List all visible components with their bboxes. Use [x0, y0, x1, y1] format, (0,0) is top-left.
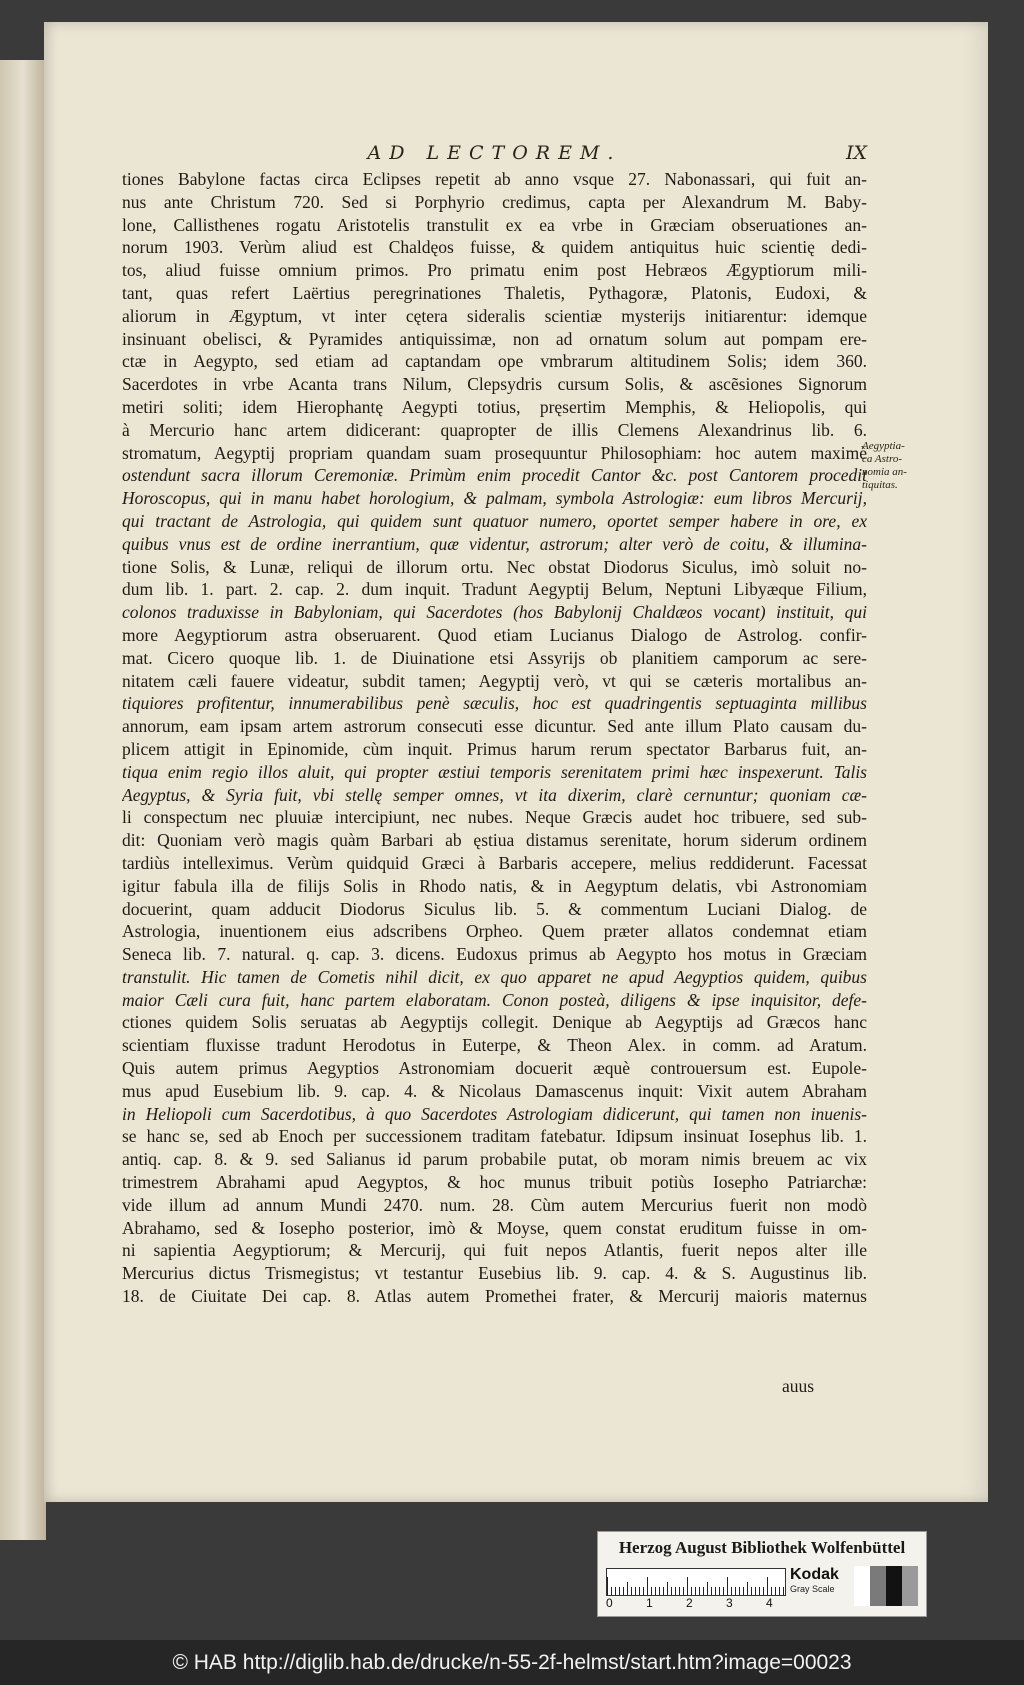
- text-line: metiri soliti; idem Hierophantę Aegypti totius, pręsertim Memphis, & Heliopolis, qui: [122, 396, 867, 417]
- book-page: [44, 22, 988, 1502]
- text-line: ni sapientia Aegyptiorum; & Mercurij, qui fuit nepos Atlantis, fuerit nepos alter ille: [122, 1240, 867, 1261]
- text-line: tant, quas refert Laërtius peregrinationes Thaletis, Pythagoræ, Platonis, Eudoxi, &: [122, 282, 867, 303]
- catchword: auus: [782, 1376, 815, 1396]
- gray-block: [870, 1566, 886, 1606]
- text-line: Quis autem primus Aegyptios Astronomiam docuerit æquè controuersum est. Eupole-: [122, 1058, 867, 1079]
- text-line: scientiam fluxisse tradunt Herodotus in Euterpe, & Theon Alex. in comm. ad Aratum.: [122, 1035, 867, 1056]
- text-line: colonos traduxisse in Babyloniam, qui Sacerdotes (hos Babylonij Chaldæos vocant) instituit, qui: [122, 602, 867, 623]
- ruler-tick: [611, 1587, 612, 1595]
- text-line: nitatem cæli fauere videatur, subdit tamen; Aegyptij verò, vt qui se cæteris mortalibus an-: [122, 670, 867, 691]
- text-line: mat. Cicero quoque lib. 1. de Diuinatione etsi Assyrijs ob planitiem camporum ac sere-: [122, 647, 867, 668]
- text-line: tos, aliud fuisse omnium primos. Pro primatu enim post Hebræos Ægyptiorum mili-: [122, 260, 867, 281]
- ruler-tick: [719, 1587, 720, 1595]
- ruler-tick: [783, 1587, 784, 1595]
- credit-bar: [0, 1640, 1024, 1685]
- gray-scale-blocks: [854, 1566, 918, 1606]
- text-line: quibus vnus est de ordine inerrantium, quæ videntur, astrorum; alter verò de coitu, & illumina-: [122, 533, 867, 554]
- gray-block: [886, 1566, 902, 1606]
- text-line: à Mercurio hanc artem didicerant: quapropter de illis Clemens Alexandrinus lib. 6.: [122, 419, 867, 440]
- ruler-tick: [647, 1577, 648, 1595]
- ruler-tick: [723, 1587, 724, 1595]
- text-line: tione Solis, & Lunæ, reliqui de illorum ortu. Nec obstat Diodorus Siculus, imò soluit no-: [122, 556, 867, 577]
- ruler-tick: [751, 1587, 752, 1595]
- ruler-tick: [727, 1577, 728, 1595]
- ruler-tick: [695, 1587, 696, 1595]
- text-line: insinuant obelisci, & Pyramides antiquissimæ, non ad ornatum solum aut pompam ere-: [122, 328, 867, 349]
- ruler-tick: [715, 1587, 716, 1595]
- ruler-tick: [615, 1587, 616, 1595]
- ruler-tick: [707, 1582, 708, 1595]
- text-line: se hanc se, sed ab Enoch per successionem traditam fatebatur. Idipsum insinuat Iosephus lib. 1.: [122, 1126, 867, 1147]
- ruler-tick: [679, 1587, 680, 1595]
- ruler: [606, 1568, 786, 1596]
- ruler-number: 2: [686, 1596, 693, 1610]
- kodak-label: Kodak: [790, 1566, 839, 1583]
- ruler-tick: [699, 1587, 700, 1595]
- text-line: ctiones quidem Solis seruatas ab Aegyptijs collegit. Denique ab Aegyptijs ad Græcos hanc: [122, 1012, 867, 1033]
- text-line: Abrahamo, sed & Iosepho posterior, imò & Moyse, quem constat eruditum fuisse in om-: [122, 1217, 867, 1238]
- gray-block: [902, 1566, 918, 1606]
- text-line: more Aegyptiorum astra obseruarent. Quod etiam Lucianus Dialogo de Astrolog. confir-: [122, 624, 867, 645]
- ruler-tick: [763, 1587, 764, 1595]
- ruler-tick: [683, 1587, 684, 1595]
- ruler-tick: [703, 1587, 704, 1595]
- ruler-tick: [639, 1587, 640, 1595]
- ruler-tick: [627, 1582, 628, 1595]
- text-line: Mercurius dictus Trismegistus; vt testantur Eusebius lib. 9. cap. 4. & S. Augustinus lib.: [122, 1263, 867, 1284]
- ruler-tick: [663, 1587, 664, 1595]
- running-head-title: AD LECTOREM.: [367, 142, 622, 164]
- text-line: Aegyptus, & Syria fuit, vbi stellę semper omnes, vt ita dixerim, clarè cernuntur; quoniam cæ-: [122, 784, 867, 805]
- text-line: dit: Quoniam verò magis quàm Barbari ab ęstiua distamus serenitate, horum siderum ordinem: [122, 830, 867, 851]
- ruler-tick: [767, 1577, 768, 1595]
- text-line: igitur fabula illa de filijs Solis in Rhodo natis, & in Aegyptum delatis, vbi Astronomiam: [122, 875, 867, 896]
- ruler-tick: [739, 1587, 740, 1595]
- text-line: aliorum in Ægyptum, vt inter cętera sideralis scientiæ mysterijs initiarentur: idemque: [122, 305, 867, 326]
- text-line: vide illum ad annum Mundi 2470. num. 28. Cùm autem Mercurius fuerit non modò: [122, 1194, 867, 1215]
- ruler-tick: [659, 1587, 660, 1595]
- text-line: transtulit. Hic tamen de Cometis nihil dicit, ex quo apparet ne apud Aegyptios quidem, quibus: [122, 966, 867, 987]
- ruler-tick: [747, 1582, 748, 1595]
- text-line: nus ante Christum 720. Sed si Porphyrio credimus, capta per Alexandrum M. Baby-: [122, 191, 867, 212]
- margin-note-line: nomia an-: [862, 466, 907, 478]
- ruler-tick: [635, 1587, 636, 1595]
- text-line: Horoscopus, qui in manu habet horologium, & palmam, symbola Astrologiæ: eum libros Mercurij,: [122, 488, 867, 509]
- ruler-tick: [619, 1587, 620, 1595]
- ruler-tick: [735, 1587, 736, 1595]
- text-line: qui tractant de Astrologia, qui quidem sunt quatuor numero, oportet semper habere in ore, ex: [122, 510, 867, 531]
- ruler-tick: [691, 1587, 692, 1595]
- text-line: 18. de Ciuitate Dei cap. 8. Atlas autem Promethei frater, & Mercurij maioris maternus: [122, 1286, 867, 1307]
- library-color-card: [597, 1531, 927, 1617]
- margin-note-line: Aegyptia-: [862, 440, 905, 452]
- text-line: dum lib. 1. part. 2. cap. 2. dum inquit. Tradunt Aegyptij Belum, Neptuni Libyæque Filium,: [122, 579, 867, 600]
- ruler-tick: [623, 1587, 624, 1595]
- library-name: Herzog August Bibliothek Wolfenbüttel: [618, 1538, 906, 1557]
- text-line: norum 1903. Verùm aliud est Chaldęos fuisse, & quidem antiquitus huic scientię dedi-: [122, 237, 867, 258]
- text-line: ctæ in Aegypto, sed etiam ad captandam ope vmbrarum altitudinem Solis; idem 360.: [122, 351, 867, 372]
- text-line: tiqua enim regio illos aluit, qui propter æstiui temporis serenitatem primi hæc inspexerunt. Talis: [122, 761, 867, 782]
- text-line: Sacerdotes in vrbe Acanta trans Nilum, Clepsydris cursum Solis, & ascẽsiones Signorum: [122, 374, 867, 395]
- text-line: maior Cæli cura fuit, hanc partem elaboratam. Conon posteà, diligens & ipse inquisitor, defe-: [122, 989, 867, 1010]
- ruler-tick: [711, 1587, 712, 1595]
- credit-text[interactable]: © HAB http://diglib.hab.de/drucke/n-55-2f-helmst/start.htm?image=00023: [172, 1650, 852, 1674]
- ruler-tick: [779, 1587, 780, 1595]
- text-line: Seneca lib. 7. natural. q. cap. 3. dicens. Eudoxus primus ab Aegypto hos motus in Græciam: [122, 944, 867, 965]
- text-line: li conspectum nec pluuiæ intercipiunt, nec nubes. Neque Græcis audet hoc tribuere, sed sub-: [122, 807, 867, 828]
- ruler-tick: [607, 1577, 608, 1595]
- text-line: annorum, eam ipsam artem astrorum consecuti esse dicuntur. Sed ante illum Plato causam du-: [122, 716, 867, 737]
- folio-number: IX: [845, 142, 867, 164]
- margin-note-line: ca Astro-: [862, 453, 903, 465]
- text-line: in Heliopoli cum Sacerdotibus, à quo Sacerdotes Astrologiam didicerunt, qui tamen non inuenis-: [122, 1103, 867, 1124]
- ruler-number: 1: [646, 1596, 653, 1610]
- text-line: tiquiores profitentur, innumerabilibus penè sæculis, hoc est quadringentis septuaginta millibus: [122, 693, 867, 714]
- ruler-number: 4: [766, 1596, 773, 1610]
- running-head: [122, 142, 867, 166]
- ruler-tick: [631, 1587, 632, 1595]
- margin-note: [862, 440, 924, 492]
- kodak-label-box: [790, 1566, 852, 1610]
- text-line: stromatum, Aegyptij propriam quandam suam prosequuntur Philosophiam: hoc autem maximè: [122, 442, 867, 463]
- gray-scale-label: Gray Scale: [790, 1584, 835, 1594]
- ruler-tick: [667, 1582, 668, 1595]
- left-page-edge: [0, 60, 46, 1540]
- text-line: plicem attigit in Epinomide, cùm inquit. Primus harum rerum spectator Barbarus fuit, an-: [122, 738, 867, 759]
- ruler-number: 0: [606, 1596, 613, 1610]
- gray-block: [854, 1566, 870, 1606]
- ruler-tick: [771, 1587, 772, 1595]
- ruler-tick: [655, 1587, 656, 1595]
- ruler-tick: [755, 1587, 756, 1595]
- ruler-tick: [743, 1587, 744, 1595]
- margin-note-line: tiquitas.: [862, 479, 898, 491]
- text-line: tiones Babylone factas circa Eclipses repetit ab anno vsque 27. Nabonassari, qui fuit an-: [122, 169, 867, 189]
- text-line: ostendunt sacra illorum Ceremoniæ. Primùm enim procedit Cantor &c. post Cantorem procedit: [122, 465, 867, 486]
- text-line: tardiùs intelleximus. Verùm quidquid Græci à Barbaris accepere, melius reddiderunt. Facessat: [122, 852, 867, 873]
- ruler-tick: [643, 1587, 644, 1595]
- text-line: lone, Callisthenes rogatu Aristotelis transtulit ex ea vrbe in Græciam obseruationes an-: [122, 214, 867, 235]
- ruler-tick: [651, 1587, 652, 1595]
- text-line: mus apud Eusebium lib. 9. cap. 4. & Nicolaus Damascenus inquit: Vixit autem Abraham: [122, 1080, 867, 1101]
- text-line: Astrologia, inuentionem eius adscribens Orpheo. Quem præter allatos condemnat etiam: [122, 921, 867, 942]
- ruler-tick: [687, 1577, 688, 1595]
- ruler-numbers: [606, 1596, 784, 1610]
- text-line: antiq. cap. 8. & 9. sed Salianus id parum probabile putat, ob moram nimis breuem ac vix: [122, 1149, 867, 1170]
- ruler-tick: [775, 1587, 776, 1595]
- ruler-tick: [759, 1587, 760, 1595]
- ruler-tick: [731, 1587, 732, 1595]
- ruler-tick: [675, 1587, 676, 1595]
- body-text: [122, 168, 867, 1308]
- ruler-tick: [671, 1587, 672, 1595]
- text-line: trimestrem Abrahami apud Aegyptos, & hoc munus tribuit potiùs Iosepho Patriarchæ:: [122, 1172, 867, 1193]
- text-line: docuerint, quam adducit Diodorus Siculus lib. 5. & commentum Luciani Dialog. de: [122, 898, 867, 919]
- ruler-number: 3: [726, 1596, 733, 1610]
